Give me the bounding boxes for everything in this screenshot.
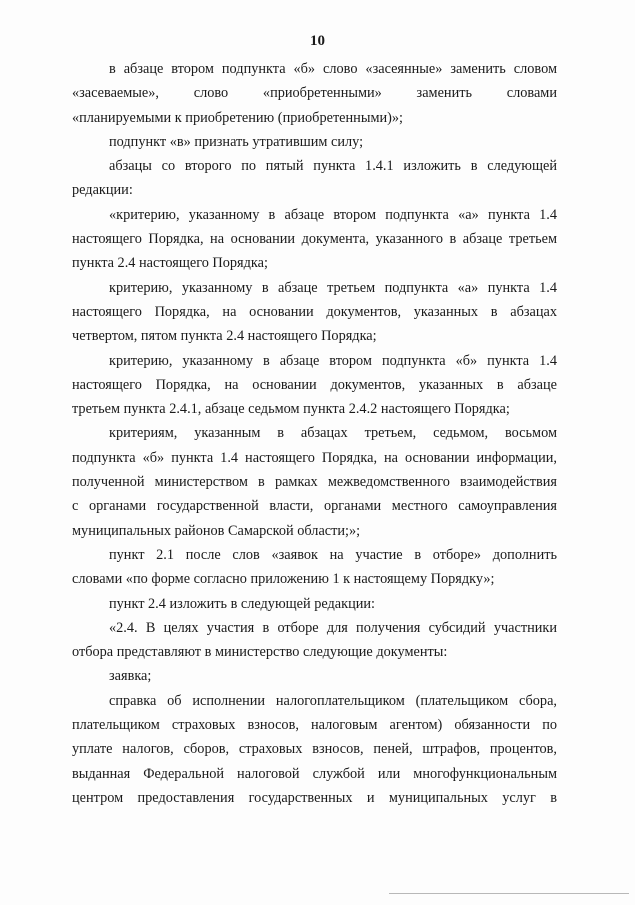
document-body xyxy=(72,57,557,810)
text-line: в абзаце втором подпункта «б» слово «засеянные» заменить словом xyxy=(109,61,557,77)
text-line: «критерию, указанному в абзаце втором подпункта «а» пункта 1.4 xyxy=(109,206,557,223)
text-line: критерию, указанному в абзаце третьем подпункта «а» пункта 1.4 xyxy=(109,279,557,296)
scan-edge-line xyxy=(389,893,629,894)
text-line: критерию, указанному в абзаце втором подпункта «б» пункта 1.4 xyxy=(109,352,557,369)
text-line: «планируемыми к приобретению (приобретенными)»; xyxy=(72,109,404,126)
paragraph xyxy=(72,276,557,349)
paragraph xyxy=(72,203,557,276)
text-line: пункта 2.4 настоящего Порядка; xyxy=(72,255,268,272)
text-line: полученной министерством в рамках межведомственного взаимодействия xyxy=(72,474,557,491)
text-line: настоящего Порядка, на основании документов, указанных в абзаце xyxy=(72,376,557,393)
text-line: справка об исполнении налогоплательщиком (плательщиком сбора, xyxy=(109,692,557,709)
text-line: с органами государственной власти, органами местного самоуправления xyxy=(72,498,557,515)
text-line: «2.4. В целях участия в отборе для получения субсидий участники xyxy=(109,619,557,636)
paragraph xyxy=(72,421,557,542)
paragraph xyxy=(72,130,557,154)
text-line: подпункт «в» признать утратившим силу; xyxy=(109,133,364,150)
text-line: редакции: xyxy=(72,182,133,199)
text-line: отбора представляют в министерство следующие документы: xyxy=(72,644,448,661)
text-line: третьем пункта 2.4.1, абзаце седьмом пункта 2.4.2 настоящего Порядка; xyxy=(72,401,510,418)
paragraph xyxy=(72,349,557,422)
text-line: пункт 2.1 после слов «заявок на участие в отборе» дополнить xyxy=(109,546,557,563)
text-line: выданная Федеральной налоговой службой или многофункциональным xyxy=(72,765,557,782)
text-line: критериям, указанным в абзацах третьем, седьмом, восьмом xyxy=(109,425,557,442)
text-line: пункт 2.4 изложить в следующей редакции: xyxy=(109,595,376,612)
paragraph xyxy=(72,57,557,130)
text-line: центром предоставления государственных и муниципальных услуг в xyxy=(72,789,557,806)
text-line: настоящего Порядка, на основании документа, указанного в абзаце третьем xyxy=(72,231,557,248)
paragraph xyxy=(72,689,557,810)
text-line: уплате налогов, сборов, страховых взносов, пеней, штрафов, процентов, xyxy=(72,741,557,758)
paragraph xyxy=(72,154,557,203)
text-line: словами «по форме согласно приложению 1 к настоящему Порядку»; xyxy=(72,571,495,588)
text-line: заявка; xyxy=(109,668,152,685)
paragraph xyxy=(72,543,557,592)
page-number: 10 xyxy=(310,33,325,49)
text-line: «засеваемые», слово «приобретенными» заменить словами xyxy=(72,85,557,102)
paragraph xyxy=(72,592,557,616)
text-line: плательщиком страховых взносов, налоговым агентом) обязанности по xyxy=(72,717,557,734)
paragraph xyxy=(72,664,557,688)
text-line: настоящего Порядка, на основании документов, указанных в абзацах xyxy=(72,303,557,320)
text-line: абзацы со второго по пятый пункта 1.4.1 изложить в следующей xyxy=(109,158,557,175)
paragraph xyxy=(72,616,557,665)
text-line: подпункта «б» пункта 1.4 настоящего Порядка, на основании информации, xyxy=(72,449,557,466)
text-line: четвертом, пятом пункта 2.4 настоящего Порядка; xyxy=(72,328,377,345)
text-line: муниципальных районов Самарской области;»; xyxy=(72,522,361,539)
